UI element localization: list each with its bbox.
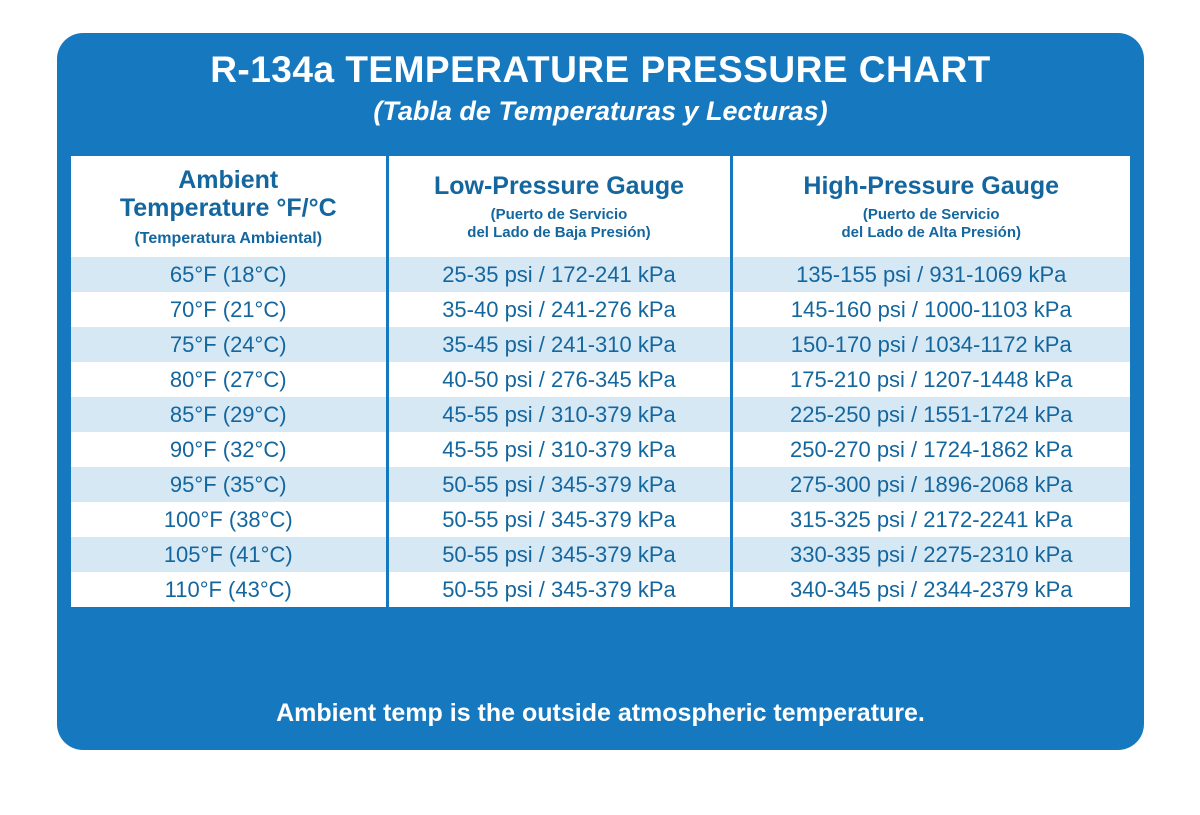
table-row (71, 362, 1130, 397)
cell-high-pressure: 315-325 psi / 2172-2241 kPa (789, 506, 1073, 532)
column-header-line1: Ambient (178, 166, 279, 194)
table-row (71, 292, 1130, 327)
cell-high-pressure: 225-250 psi / 1551-1724 kPa (731, 397, 1130, 432)
cell-ambient-temperature: 110°F (43°C) (71, 572, 387, 607)
cell-high-pressure: 135-155 psi / 931-1069 kPa (731, 257, 1130, 292)
page-title: R-134a TEMPERATURE PRESSURE CHART (210, 49, 991, 90)
column-header-subtitle-line2: del Lado de Alta Presión) (841, 223, 1021, 241)
cell-ambient-temperature: 90°F (32°C) (71, 432, 387, 467)
column-header-line2: Temperature °F/°C (119, 194, 337, 223)
cell-ambient-temperature: 65°F (18°C) (71, 257, 387, 292)
table-header-row (71, 156, 1130, 257)
page-subtitle: (Tabla de Temperaturas y Lecturas) (373, 95, 828, 126)
column-header-ambient-temperature (71, 156, 387, 257)
table-row (71, 257, 1130, 292)
column-header-line1: Low-Pressure Gauge (433, 171, 685, 200)
column-header-line1: High-Pressure Gauge (803, 171, 1060, 200)
table-row (71, 327, 1130, 362)
cell-ambient-temperature: 95°F (35°C) (71, 467, 387, 502)
cell-low-pressure: 35-45 psi / 241-310 kPa (387, 327, 731, 362)
cell-ambient-temperature: 85°F (29°C) (71, 397, 387, 432)
cell-high-pressure: 330-335 psi / 2275-2310 kPa (731, 537, 1130, 572)
cell-low-pressure: 45-55 psi / 310-379 kPa (387, 397, 731, 432)
table-row (71, 467, 1130, 502)
cell-low-pressure: 40-50 psi / 276-345 kPa (387, 362, 731, 397)
cell-high-pressure: 150-170 psi / 1034-1172 kPa (731, 327, 1130, 362)
column-header-subtitle-line2: del Lado de Baja Presión) (467, 223, 651, 241)
chart-table-wrap (71, 156, 1130, 607)
pressure-chart-table (71, 156, 1130, 607)
cell-high-pressure: 275-300 psi / 1896-2068 kPa (731, 467, 1130, 502)
column-header-subtitle-line1: (Puerto de Servicio (862, 205, 1000, 223)
table-header (71, 156, 1130, 257)
cell-ambient-temperature: 105°F (41°C) (71, 537, 387, 572)
cell-low-pressure: 35-40 psi / 241-276 kPa (387, 292, 731, 327)
table-body (71, 257, 1130, 607)
cell-low-pressure: 25-35 psi / 172-241 kPa (387, 257, 731, 292)
table-row (71, 502, 1130, 537)
cell-low-pressure: 50-55 psi / 345-379 kPa (387, 467, 731, 502)
cell-ambient-temperature: 100°F (38°C) (71, 502, 387, 537)
column-header-subtitle: (Temperatura Ambiental) (134, 229, 323, 247)
table-row (71, 397, 1130, 432)
column-header-subtitle-line1: (Puerto de Servicio (490, 205, 628, 223)
table-row (71, 432, 1130, 467)
cell-high-pressure: 340-345 psi / 2344-2379 kPa (789, 576, 1073, 602)
cell-ambient-temperature: 80°F (27°C) (71, 362, 387, 397)
table-row (71, 572, 1130, 607)
column-header-low-pressure-gauge (387, 156, 731, 257)
cell-low-pressure: 50-55 psi / 345-379 kPa (387, 502, 731, 537)
cell-ambient-temperature: 70°F (21°C) (71, 292, 387, 327)
column-header-high-pressure-gauge (731, 156, 1130, 257)
cell-low-pressure: 50-55 psi / 345-379 kPa (387, 537, 731, 572)
cell-low-pressure: 45-55 psi / 310-379 kPa (387, 432, 731, 467)
cell-low-pressure: 50-55 psi / 345-379 kPa (387, 572, 731, 607)
title-block (57, 33, 1144, 127)
cell-high-pressure: 250-270 psi / 1724-1862 kPa (789, 436, 1073, 462)
footer-note: Ambient temp is the outside atmospheric temperature. (276, 699, 925, 727)
cell-high-pressure: 145-160 psi / 1000-1103 kPa (790, 296, 1072, 322)
table-row (71, 537, 1130, 572)
cell-ambient-temperature: 75°F (24°C) (71, 327, 387, 362)
pressure-chart-card (57, 33, 1144, 750)
cell-high-pressure: 175-210 psi / 1207-1448 kPa (789, 366, 1073, 392)
